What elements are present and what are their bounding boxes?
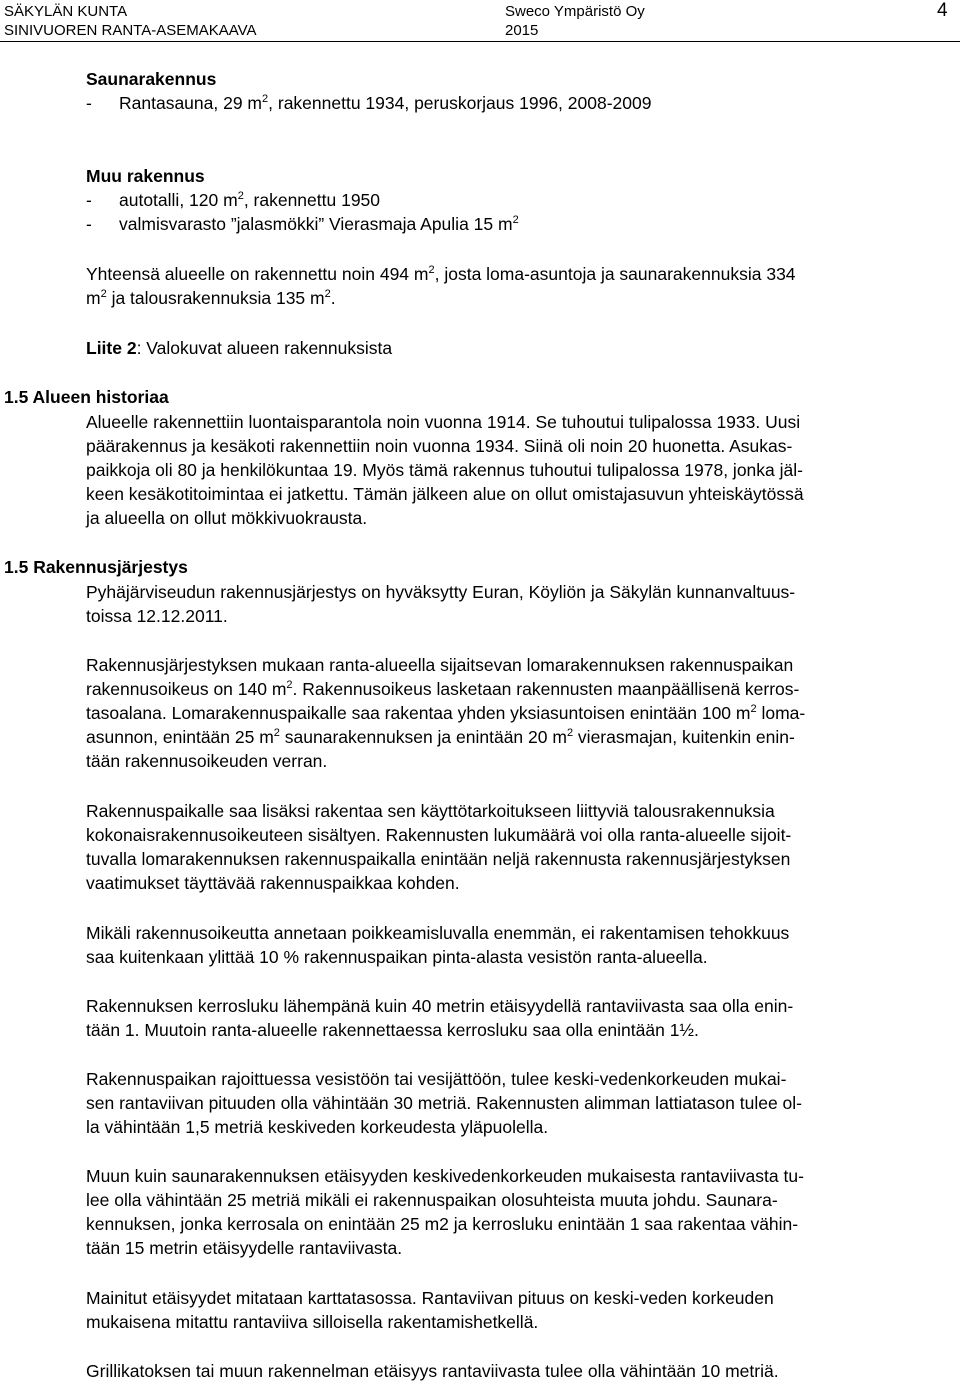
sauna-title: Saunarakennus: [86, 69, 217, 89]
text-line: Grillikatoksen tai muun rakennelman etäisyys rantaviivasta tulee olla vähintään 10 metriä.: [86, 1361, 779, 1381]
order-paragraph-3: [86, 921, 956, 969]
text-line: toissa 12.12.2011.: [86, 606, 228, 626]
text-line: ja alueella on ollut mökkivuokrausta.: [86, 508, 368, 528]
header-divider: [0, 41, 960, 42]
history-heading: 1.5 Alueen historiaa: [4, 387, 169, 407]
text-line: Mikäli rakennusoikeutta annetaan poikkeamisluvalla enemmän, ei rakentamisen tehokkuus: [86, 923, 790, 943]
page-number: 4: [937, 0, 948, 21]
text-line: Mainitut etäisyydet mitataan karttatasossa. Rantaviivan pituus on keski-veden korkeuden: [86, 1288, 774, 1308]
list-item: - Rantasauna, 29 $m^2$, rakennettu 1934, peruskorjaus 1996, 2008-2009: [86, 93, 652, 113]
header-middle: [505, 2, 645, 40]
appendix-reference: Liite 2: Valokuvat alueen rakennuksista: [86, 338, 393, 358]
building-order-heading: 1.5 Rakennusjärjestys: [4, 557, 188, 577]
order-paragraph-5: [86, 1067, 956, 1139]
text-line: sen rantaviivan pituuden olla vähintään 30 metriä. Rakennusten alimman lattiatason tulee ol-: [86, 1093, 802, 1113]
text-line: paikkoja oli 80 ja henkilökuntaa 19. Myös tämä rakennus tuhoutui tulipalossa 1978, jonka jäl-: [86, 460, 803, 480]
total-line-1: Yhteensä alueelle on rakennettu noin 494 $m^2$, josta loma-asuntoja ja saunarakennuksia 334: [86, 264, 796, 284]
text-line: tasoalana. Lomarakennuspaikalle saa rakentaa yhden yksiasuntoisen enintään 100 $m^2$ loma-: [86, 703, 806, 723]
municipality: SÄKYLÄN KUNTA: [4, 3, 128, 20]
text-line: rakennusoikeus on 140 $m^2$. Rakennusoikeus lasketaan rakennusten maanpäällisenä kerros-: [86, 679, 800, 699]
text-line: keen kesäkotitoimintaa ei jatkettu. Tämän jälkeen alue on ollut omistajasuvun yhteiskäytössä: [86, 484, 804, 504]
text-line: mukaisena mitattu rantaviiva silloisella rakentamishetkellä.: [86, 1312, 539, 1332]
order-paragraph-2: [86, 799, 956, 895]
text-line: päärakennus ja kesäkoti rakennettiin noin vuonna 1934. Siinä oli noin 20 huonetta. Asukas-: [86, 436, 793, 456]
header-left: [4, 2, 257, 40]
sauna-section: [86, 67, 956, 115]
text-line: Rakennusjärjestyksen mukaan ranta-alueella sijaitsevan lomarakennuksen rakennuspaikan: [86, 655, 794, 675]
text-line: tuvalla lomarakennuksen rakennuspaikalla enintään neljä rakennusta rakennusjärjestyksen: [86, 849, 791, 869]
order-paragraph-7: [86, 1286, 956, 1334]
appendix-label: Liite 2: [86, 338, 137, 358]
history-paragraph: [86, 410, 956, 530]
text-line: Muun kuin saunarakennuksen etäisyyden keskivedenkorkeuden mukaisesta rantaviivasta tu-: [86, 1166, 804, 1186]
text-line: tään 1. Muutoin ranta-alueelle rakennettaessa kerrosluku saa olla enintään 1½.: [86, 1020, 699, 1040]
text-line: tään rakennusoikeuden verran.: [86, 751, 328, 771]
text-line: kennuksen, jonka kerrosala on enintään 25 m2 ja kerrosluku enintään 1 saa rakentaa vähin-: [86, 1214, 799, 1234]
order-paragraph-1: [86, 653, 956, 773]
list-item: - valmisvarasto ”jalasmökki” Vierasmaja Apulia 15 $m^2$: [86, 214, 519, 234]
text-line: asunnon, enintään 25 $m^2$ saunarakennuksen ja enintään 20 $m^2$ vierasmajan, kuitenkin enin-: [86, 727, 795, 747]
text-line: vaatimukset täyttävää rakennuspaikkaa kohden.: [86, 873, 460, 893]
text-line: saa kuitenkaan ylittää 10 % rakennuspaikan pinta-alasta vesistön ranta-alueella.: [86, 947, 708, 967]
total-line-2: $m^2$ ja talousrakennuksia 135 $m^2$.: [86, 288, 336, 308]
text-line: kokonaisrakennusoikeuteen sisältyen. Rakennusten lukumäärä voi olla ranta-alueelle sijoit-: [86, 825, 792, 845]
total-paragraph: [86, 262, 956, 310]
order-paragraph-6: [86, 1164, 956, 1260]
order-paragraph-4: [86, 994, 956, 1042]
text-line: Pyhäjärviseudun rakennusjärjestys on hyväksytty Euran, Köyliön ja Säkylän kunnanvaltuus-: [86, 582, 796, 602]
order-paragraph-8: [86, 1359, 956, 1383]
list-item: - autotalli, 120 $m^2$, rakennettu 1950: [86, 190, 381, 210]
year: 2015: [505, 22, 539, 39]
other-title: Muu rakennus: [86, 166, 205, 186]
text-line: Rakennuksen kerrosluku lähempänä kuin 40 metrin etäisyydellä rantaviivasta saa olla enin-: [86, 996, 794, 1016]
other-buildings-section: [86, 164, 956, 236]
text-line: Rakennuspaikan rajoittuessa vesistöön tai vesijättöön, tulee keski-vedenkorkeuden mukai-: [86, 1069, 787, 1089]
text-line: tään 15 metrin etäisyydelle rantaviivasta.: [86, 1238, 403, 1258]
company: Sweco Ympäristö Oy: [505, 3, 645, 20]
text-line: lee olla vähintään 25 metriä mikäli ei rakennuspaikan olosuhteista muuta johdu. Saunara-: [86, 1190, 778, 1210]
text-line: Rakennuspaikalle saa lisäksi rakentaa sen käyttötarkoitukseen liittyviä talousrakennuksia: [86, 801, 775, 821]
text-line: la vähintään 1,5 metriä keskiveden korkeudesta yläpuolella.: [86, 1117, 549, 1137]
order-intro: [86, 580, 956, 628]
plan-name: SINIVUOREN RANTA-ASEMAKAAVA: [4, 22, 257, 39]
text-line: Alueelle rakennettiin luontaisparantola noin vuonna 1914. Se tuhoutui tulipalossa 1933. Uusi: [86, 412, 801, 432]
